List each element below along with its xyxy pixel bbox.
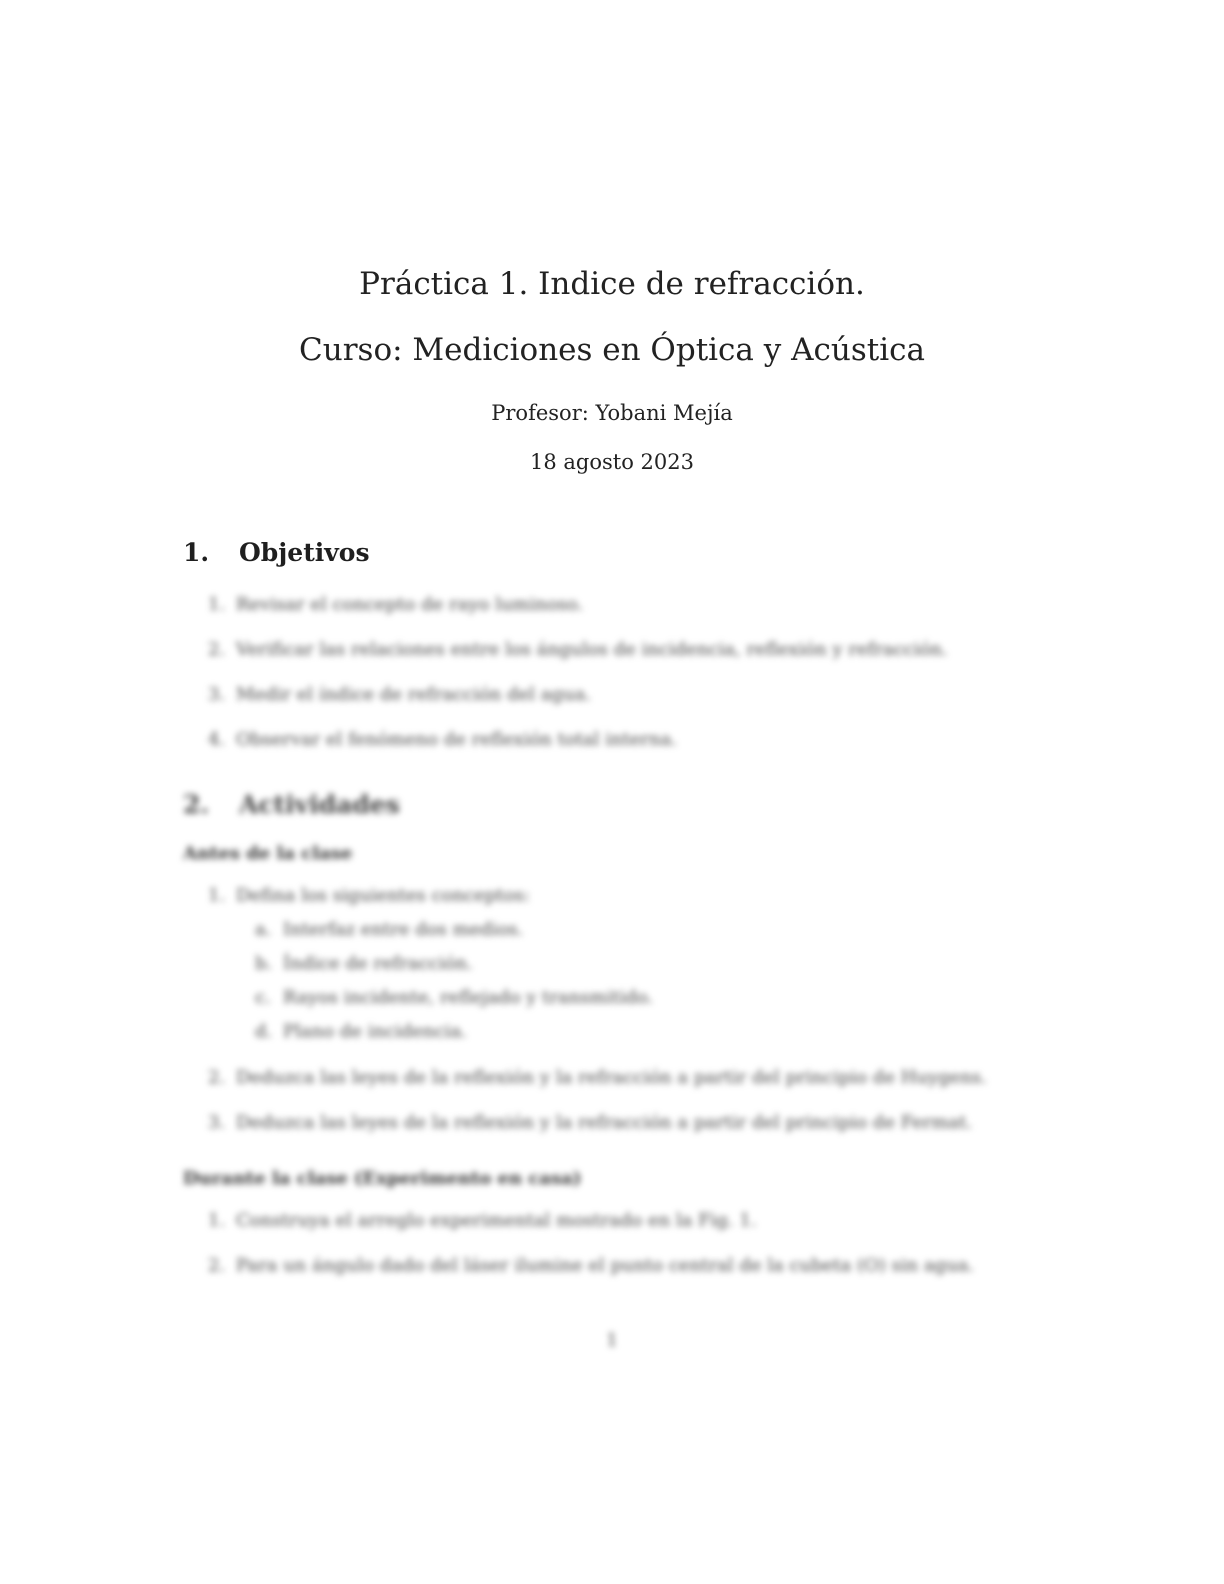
- list-item: 3. Deduzca las leyes de la reflexión y la refracción a partir del principio de Fermat.: [208, 1112, 973, 1133]
- list-item: 2. Verificar las relaciones entre los ángulos de incidencia, reflexión y refracción.: [208, 639, 948, 660]
- section-2-title: Actividades: [239, 790, 400, 819]
- list-item: 3. Medir el índice de refracción del agua.: [208, 684, 592, 705]
- course-name: Curso: Mediciones en Óptica y Acústica: [299, 332, 925, 368]
- list-item: 2. Para un ángulo dado del láser ilumine el punto central de la cubeta (O) sin agua.: [208, 1255, 975, 1276]
- list-item: 1. Revisar el concepto de rayo luminoso.: [208, 594, 584, 615]
- before-class-list-1: [208, 884, 530, 908]
- concepts-sublist: [255, 918, 653, 1044]
- before-class-list-2: [208, 1066, 987, 1135]
- list-item: 2. Deduzca las leyes de la reflexión y la refracción a partir del principio de Huygens.: [208, 1067, 987, 1088]
- section-2-heading: [183, 790, 400, 819]
- section-2-number: 2.: [183, 790, 210, 819]
- document-title: Práctica 1. Indice de refracción.: [359, 266, 865, 302]
- during-class-list: [208, 1209, 974, 1278]
- page-number: 1: [606, 1330, 618, 1351]
- before-class-heading: Antes de la clase: [183, 843, 353, 864]
- objectives-list: [208, 593, 948, 752]
- list-item: 1. Construya el arreglo experimental mostrado en la Fig. 1.: [208, 1210, 757, 1231]
- list-item: a. Interfaz entre dos medios.: [255, 919, 524, 940]
- section-1-heading: [183, 538, 370, 567]
- list-item: d. Plano de incidencia.: [255, 1021, 467, 1042]
- professor-name: Profesor: Yobani Mejía: [491, 401, 733, 425]
- document-date: 18 agosto 2023: [530, 450, 694, 474]
- section-1-title: Objetivos: [239, 538, 370, 567]
- section-1-number: 1.: [183, 538, 210, 567]
- list-item: 1. Defina los siguientes conceptos:: [208, 885, 530, 906]
- list-item: c. Rayos incidente, reflejado y transmitido.: [255, 987, 654, 1008]
- during-class-heading: Durante la clase (Experimento en casa): [183, 1168, 582, 1189]
- list-item: 4. Observar el fenómeno de reflexión total interna.: [208, 729, 678, 750]
- list-item: b. Índice de refracción.: [255, 953, 473, 974]
